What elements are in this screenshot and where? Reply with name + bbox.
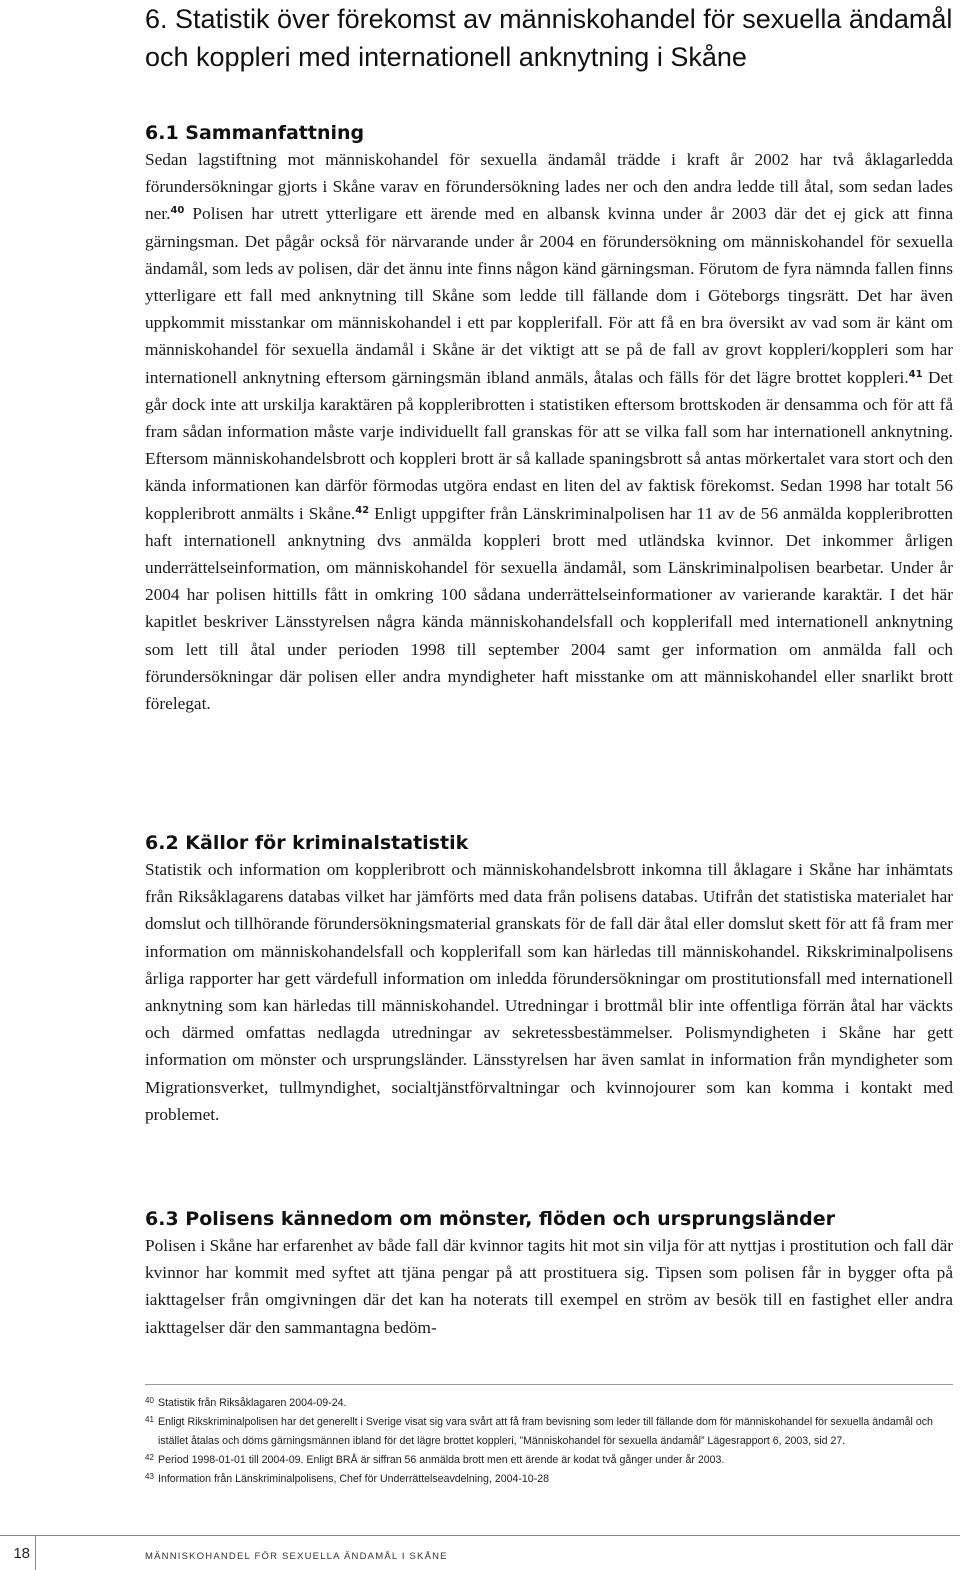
section-heading-police-knowledge: 6.3 Polisens kännedom om mönster, flöden och ursprungsländer: [145, 1208, 835, 1230]
footnote-ref-40[interactable]: 40: [170, 205, 185, 217]
summary-text-part-4: Enligt uppgifter från Länskriminalpolisen har 11 av de 56 anmälda koppleribrotten haft internationell anknytning dvs anmälda koppleri brott med utländska kvinnor. Det inkommer årligen underrättelseinformation, om människohandel för sexuella ändamål, som Länskriminalpolisen bearbetar. Under år 2004 har polisen hittills fått in omkring 100 sådana underrättelseinformationer av varierande karaktär. I det här kapitlet beskriver Länsstyrelsen några kända människohandelsfall och kopplerifall med internationell anknytning som lett till åtal under perioden 1998 till september 2004 samt ger information om anmälda fall och förundersökningar där polisen eller andra myndigheter haft misstanke om att människohandel eller snarlikt brott förelegat.: [145, 503, 953, 714]
section-sources: [145, 830, 953, 1128]
chapter-title-line-1: 6. Statistik över förekomst av människohandel för sexuella ändamål: [145, 4, 953, 34]
footnote-text: Information från Länskriminalpolisens, Chef för Underrättelseavdelning, 2004-10-28: [158, 1473, 550, 1485]
footnote-number: 41: [145, 1415, 154, 1424]
footer-divider: [0, 1535, 960, 1536]
section-police-knowledge-body: Polisen i Skåne har erfarenhet av både fall där kvinnor tagits hit mot sin vilja för att nyttjas i prostitution och fall där kvinnor har kommit med syftet att tjäna pengar på att prostituera sig. Tipsen som polisen får in bygger ofta på iakttagelser från omgivningen där det kan ha noterats till exempel en ström av besök till en fastighet eller andra iakttagelser där den sammantagna bedöm-: [145, 1236, 953, 1337]
footnote-number: 42: [145, 1453, 154, 1462]
footnote-text: Period 1998-01-01 till 2004-09. Enligt BRÅ är siffran 56 anmälda brott men ett ärende är kodat två gånger under år 2003.: [158, 1454, 725, 1466]
footnote-number: 40: [145, 1396, 154, 1405]
summary-text-part-1: Sedan lagstiftning mot människohandel för sexuella ändamål trädde i kraft år 2002 har två åklagarledda förundersökningar gjorts i Skåne varav en förundersökning lades ner och den andra ledde till åtal, som sedan lades ner.: [145, 150, 953, 224]
section-summary: [145, 120, 953, 717]
footnote-text: Statistik från Riksåklagaren 2004-09-24.: [158, 1397, 347, 1409]
footnote-text: Enligt Rikskriminalpolisen har det generellt i Sverige visat sig vara svårt att få fram bevisning som leder till fällande dom för människohandel för sexuella ändamål och istället åtalas och döms gärningsmännen ibland för det lägre brottet koppleri, ”Människohandel för sexuella ändamål” Lägesrapport 6, 2003, sid 27.: [158, 1416, 933, 1447]
summary-text-part-2: Polisen har utrett ytterligare ett ärende med en albansk kvinna under år 2003 där det ej gick att finna gärningsman. Det pågår också för närvarande under år 2004 en förundersökning om människohandel för sexuella ändamål, som leds av polisen, där det ännu inte finns någon känd gärningsman. Förutom de fyra nämnda fallen finns ytterligare ett fall med anknytning till Skåne som ledde till fällande dom i Göteborgs tingsrätt. Det har även uppkommit misstankar om människohandel i ett par kopplerifall. För att få en bra översikt av vad som är känt om människohandel för sexuella ändamål i Skåne är det viktigt att se på de fall av grovt koppleri/koppleri som har internationell anknytning eftersom gärningsmän ibland anmäls, åtalas och fälls för det lägre brottet koppleri.: [145, 204, 953, 387]
running-title: MÄNNISKOHANDEL FÖR SEXUELLA ÄNDAMÅL I SKÅNE: [145, 1551, 448, 1562]
footnote-divider: [145, 1384, 953, 1385]
section-police-knowledge: [145, 1206, 953, 1341]
section-sources-body: Statistik och information om koppleribrott och människohandelsbrott inkomna till åklagare i Skåne har inhämtats från Riksåklagarens databas vilket har jämförts med data från polisens databas. Utifrån det statistiska materialet har domslut och tillhörande förundersökningsmaterial granskats för de fall där åtal eller domslut skett för att få fram mer information om människohandelsfall och kopplerifall som kan härledas till människohandel. Rikskriminalpolisens årliga rapporter har gett värdefull information om inledda förundersökningar om prostitutionsfall med internationell anknytning som kan härledas till människohandel. Utredningar i brottmål blir inte offentliga förrän åtal har väckts och därmed omfattas nedlagda utredningar av sekretessbestämmelser. Polismyndigheten i Skåne har gett information om mönster och ursprungsländer. Länsstyrelsen har även samlat in information från myndigheter som Migrationsverket, tullmyndighet, socialtjänstförvaltningar och kvinnojourer som kan komma i kontakt med problemet.: [145, 860, 953, 1124]
footer-vertical-divider: [35, 1535, 36, 1570]
footnote-item: [145, 1470, 955, 1489]
section-summary-body: [145, 146, 953, 717]
footnote-item: [145, 1413, 955, 1451]
footnote-item: [145, 1451, 955, 1470]
chapter-title: [145, 0, 953, 76]
chapter-title-line-2: och koppleri med internationell anknytning i Skåne: [145, 42, 747, 72]
footnote-ref-42[interactable]: 42: [355, 504, 370, 516]
footnote-item: [145, 1394, 955, 1413]
footnote-ref-41[interactable]: 41: [908, 368, 923, 380]
page-number: 18: [13, 1545, 30, 1562]
section-heading-summary: 6.1 Sammanfattning: [145, 122, 365, 144]
footnote-number: 43: [145, 1472, 154, 1481]
section-heading-sources: 6.2 Källor för kriminalstatistik: [145, 832, 469, 854]
summary-text-part-3: Det går dock inte att urskilja karaktären på koppleribrotten i statistiken eftersom brottskoden är densamma och för att få fram sådan information måste varje individuellt fall granskas för att se vilka fall som har internationell anknytning. Eftersom människohandelsbrott och koppleri brott är så kallade spaningsbrott så antas mörkertalet vara stort och den kända informationen kan därför förmodas utgöra endast en liten del av faktisk förekomst. Sedan 1998 har totalt 56 koppleribrott anmälts i Skåne.: [145, 367, 953, 523]
footnotes: [145, 1394, 955, 1489]
